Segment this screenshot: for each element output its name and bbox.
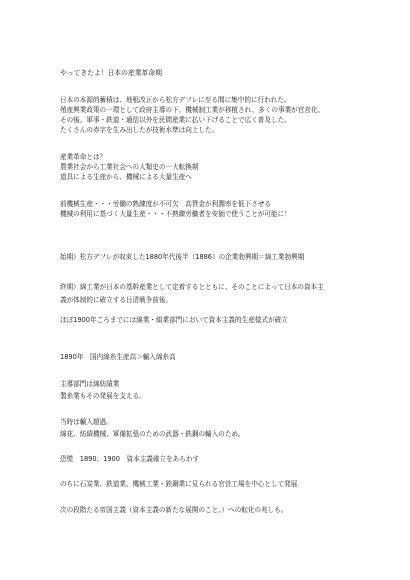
start-period: 始期）松方デフレが収束した1880年代後半（1886）の企業勃興期＝綿工業勃興期 [60, 253, 305, 261]
panic-note: 恐慌 1890、1900 資本主義確立をあらわす [60, 455, 200, 463]
imports-detail: 綿花、紡績機械、軍備拡張のための武器・鉄鋼の輸入のため。 [60, 430, 245, 438]
leading-sector-heading: 主導部門は綿紡績業 [60, 380, 120, 388]
year-1890-note: 1890年 国内綿糸生産高＞輸入綿糸高 [60, 353, 176, 361]
comparison-line-2: 機械の利用に基づく大量生産・・・不熟練労働者を安価で使うことが可能に！ [60, 210, 291, 218]
definition-heading: 産業革命とは？ [60, 153, 107, 161]
intro-line-3: その後、軍事・鉄道・通信以外を民間産業に払い下げることで広く普及した。 [60, 116, 291, 124]
intro-line-2: 殖産興業政策の一環として政府主導の下、機械制工業が移植され、多くの事業が官営化。 [60, 106, 325, 114]
definition-line-2: 道具による生産から、機械による大量生産へ [60, 173, 192, 181]
end-period-line-2: 義が体制的に確立する日清戦争前後。 [60, 296, 173, 304]
note-1900: ほぼ1900年ごろまでには綿業・絹業部門において資本主義的生産様式が確立 [60, 316, 288, 324]
intro-line-1: 日本の本源的蓄積は、地租改正から松方デフレに至る間に集中的に行われた。 [60, 96, 291, 104]
later-development: のちに石炭業、鉄道業、機械工業・鉄鋼業に見られる官営工場を中心として発展 [60, 480, 298, 488]
document-title: やってきたよ！日本の産業革命期 [60, 69, 162, 77]
imports-heading: 当時は輸入超過。 [60, 418, 113, 426]
imperialism-note: 次の段階たる帝国主義（資本主義の新たな展開のこと。）への転化の兆しも。 [60, 506, 288, 514]
intro-line-4: たくさんの赤字を生み出したが技術水準は向上した。 [60, 126, 219, 134]
comparison-line-1: 前機械生産・・・労働の熟練度が不可欠 高賃金が利潤率を低下させる [60, 200, 271, 208]
leading-sector-note: 製糸業もその発展を支える。 [60, 392, 146, 400]
end-period-line-1: 終期）綿工業が日本の基幹産業として定着するとともに、そのことによって日本の資本主 [60, 283, 324, 291]
definition-line-1: 農業社会から工業社会への人類史の一大転換期 [60, 163, 199, 171]
